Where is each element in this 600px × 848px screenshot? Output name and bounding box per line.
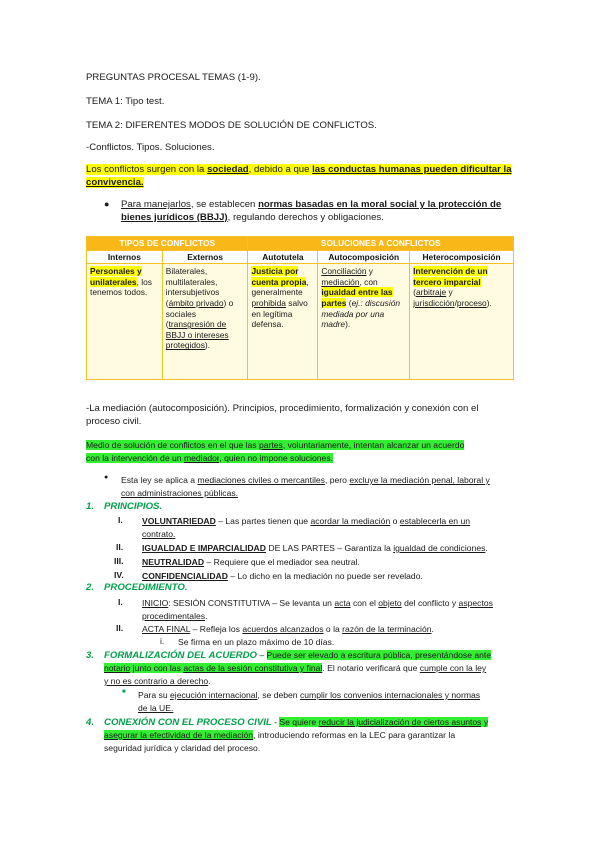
formalizacion-actas: actas de la sesión constitutiva y final: [183, 663, 323, 673]
hetero-b: arbitraje: [415, 287, 447, 298]
auto-b: y: [366, 266, 373, 277]
auto-c: mediación: [321, 276, 360, 287]
cell-externos: [162, 264, 248, 380]
conflicts-table: [86, 236, 514, 380]
procedimiento-title: PROCEDIMIENTO.: [104, 582, 188, 593]
ley-a: Esta ley se aplica a: [121, 475, 198, 485]
header-tipos: TIPOS DE CONFLICTOS: [87, 237, 248, 251]
roman-numeral: i.: [160, 636, 165, 646]
ley-d: excluye la mediación penal, laboral y: [349, 475, 490, 485]
ley-e: con administraciones públicas.: [121, 488, 239, 498]
hetero-g: ).: [486, 297, 492, 308]
ley-line-1: [121, 474, 490, 486]
hetero-d: jurisdicción: [413, 297, 455, 308]
roman-numeral: III.: [114, 556, 124, 566]
col-autotutela: Autotutela: [248, 250, 318, 264]
igualdad-t3: .: [485, 543, 488, 553]
ley-b: mediaciones civiles o mercantiles: [197, 475, 325, 485]
intro-sociedad: sociedad: [207, 164, 249, 175]
bullet-icon: ●: [104, 199, 110, 209]
externos-b: ámbito privado: [168, 297, 224, 308]
formalizacion-l3b: .: [208, 676, 211, 686]
externos-e: ).: [204, 340, 211, 351]
table-column-header-row: [87, 250, 514, 264]
auto-e: igualdad entre las partes: [321, 287, 393, 308]
voluntariedad-name: VOLUNTARIEDAD: [142, 516, 216, 526]
intro-conductas: las conductas humanas pueden dificultar la: [312, 164, 512, 175]
bullet-icon: ●: [104, 474, 109, 481]
col-internos: Internos: [87, 250, 163, 264]
voluntariedad-t2: acordar la mediación: [310, 516, 391, 526]
intro-line-2: [86, 177, 144, 189]
bullet-normas: normas basadas en la moral social y la protección de: [258, 199, 502, 210]
inicio-g: aspectos: [458, 598, 493, 608]
inicio-b: : SESIÓN CONSTITUTIVA – Se levanta un: [168, 598, 335, 608]
conexion-l1b: Se quiere: [279, 717, 319, 727]
acta-c: acuerdos alcanzados: [242, 624, 324, 634]
conexion-line-2: [104, 729, 455, 741]
intro-convivencia: convivencia.: [86, 177, 144, 188]
bullet-manejarlos: Para manejarlos: [121, 199, 191, 210]
formalizacion-sub-1: [138, 689, 480, 701]
roman-numeral: II.: [116, 623, 124, 633]
formalizacion-sub-c: , se deben: [257, 690, 300, 700]
mediacion-def-1: [86, 439, 464, 451]
formalizacion-sub-a: Para su: [138, 690, 171, 700]
procedimiento-acta-final: [142, 623, 434, 635]
autotutela-b: prohibida: [251, 297, 286, 308]
inicio-f: del conflicto y: [401, 598, 459, 608]
hetero-c: y: [446, 287, 453, 298]
principio-voluntariedad-2: [142, 528, 175, 540]
acta-f: .: [431, 624, 434, 634]
principios-num: 1.: [86, 501, 95, 512]
formalizacion-sub-2: [138, 702, 173, 714]
hetero-f: proceso: [456, 297, 487, 308]
formalizacion-dash: –: [256, 650, 267, 660]
procedimiento-plazo: Se firma en un plazo máximo de 10 días.: [178, 637, 335, 647]
confidencialidad-name: CONFIDENCIALIDAD: [142, 571, 228, 581]
formalizacion-l2d: . El notario verificará que: [322, 663, 420, 673]
def-partes: partes: [258, 440, 283, 450]
roman-numeral: I.: [118, 597, 123, 607]
tema-1: TEMA 1: Tipo test.: [86, 96, 165, 107]
internos-hl: Personales y unilaterales: [90, 266, 142, 287]
bullet-text-b: , se establecen: [190, 199, 259, 210]
conexion-l2a: asegurar la efectividad de la mediación: [104, 730, 254, 740]
procedimiento-inicio-2: [142, 610, 207, 622]
col-autocomposicion: Autocomposición: [318, 250, 410, 264]
procedimiento-num: 2.: [86, 582, 95, 593]
procedimiento-inicio: [142, 597, 493, 609]
conexion-dash: -: [271, 717, 280, 727]
voluntariedad-t1: – Las partes tienen que: [215, 516, 311, 526]
hetero-e: /: [454, 297, 457, 308]
def-c: , voluntariamente, intentan alcanzar un acuerdo: [282, 440, 465, 450]
principio-voluntariedad: [142, 515, 470, 527]
inicio-e: objeto: [378, 598, 402, 608]
externos-c: ) o sociales (: [165, 297, 234, 330]
auto-h: ).: [345, 319, 351, 330]
inicio-h: procedimentales: [142, 611, 206, 621]
inicio-d: con el: [350, 598, 379, 608]
formalizacion-sub-d: cumplir los convenios internacionales y normas: [299, 690, 481, 700]
ley-line-2: [121, 487, 238, 499]
conexion-l1d: y: [481, 717, 489, 727]
formalizacion-cumple: cumple con la ley: [419, 663, 487, 673]
mediacion-heading-1: -La mediación (autocomposición). Principios, procedimiento, formalización y conexión con el: [86, 403, 479, 414]
neutralidad-name: NEUTRALIDAD: [142, 557, 205, 567]
formalizacion-l2b: junto con las: [130, 663, 184, 673]
tema-2: TEMA 2: DIFERENTES MODOS DE SOLUCIÓN DE CONFLICTOS.: [86, 120, 377, 131]
formalizacion-sub-b: ejecución internacional: [170, 690, 258, 700]
conexion-l1c: reducir la judicialización de ciertos asuntos: [318, 717, 482, 727]
intro-text-b: , debido a que: [248, 164, 313, 175]
def-e: , quien no impone soluciones.: [219, 453, 334, 463]
principios-heading: [86, 501, 162, 513]
hetero-hl: Intervención de un tercero imparcial: [413, 266, 488, 287]
cell-autotutela: [248, 264, 318, 380]
auto-f: (: [346, 297, 352, 308]
inicio-a: INICIO: [142, 598, 169, 608]
igualdad-t2: igualdad de condiciones: [393, 543, 486, 553]
confidencialidad-t1: – Lo dicho en la mediación no puede ser revelado.: [227, 571, 423, 581]
mediacion-heading-2: proceso civil.: [86, 416, 142, 427]
cell-autocomposicion: [318, 264, 410, 380]
acta-e: razón de la terminación: [342, 624, 432, 634]
bullet-text-c: , regulando derechos y obligaciones.: [227, 212, 384, 223]
conexion-num: 4.: [86, 717, 95, 728]
formalizacion-sub-e: de la UE.: [138, 703, 174, 713]
igualdad-name: IGUALDAD E IMPARCIALIDAD: [142, 543, 266, 553]
formalizacion-line-1: [86, 649, 491, 662]
auto-g: ej.: discusión mediada por una madre: [321, 297, 401, 330]
bullet-line-2: [121, 212, 384, 224]
internos-rest: , los tenemos todos.: [90, 276, 152, 298]
table-group-header-row: [87, 237, 514, 251]
autotutela-a: , generalmente: [251, 276, 309, 298]
principio-igualdad: [142, 542, 488, 554]
auto-d: , con: [359, 276, 378, 287]
principio-neutralidad: [142, 556, 360, 568]
voluntariedad-t3: o: [390, 516, 400, 526]
conexion-title: CONEXIÓN CON EL PROCESO CIVIL: [104, 717, 272, 728]
auto-a: Conciliación: [321, 266, 367, 277]
inicio-i: .: [205, 611, 208, 621]
autotutela-c: salvo en legítima defensa.: [251, 297, 308, 330]
roman-numeral: IV.: [114, 570, 124, 580]
header-soluciones: SOLUCIONES A CONFLICTOS: [248, 237, 514, 251]
def-mediador: mediador: [183, 453, 220, 463]
autotutela-hl: Justicia por cuenta propia: [251, 266, 307, 287]
neutralidad-t1: – Requiere que el mediador sea neutral.: [204, 557, 360, 567]
col-heterocomposicion: Heterocomposición: [410, 250, 514, 264]
intro-text-a: Los conflictos surgen con la: [86, 164, 208, 175]
voluntariedad-t4: establecerla en un: [399, 516, 471, 526]
inicio-c: acta: [334, 598, 351, 608]
conexion-line-3: seguridad jurídica y claridad del proceso.: [104, 743, 261, 753]
acta-a: ACTA FINAL: [142, 624, 191, 634]
conexion-l2b: , introduciendo reformas en la LEC para garantizar la: [253, 730, 456, 740]
principio-confidencialidad: [142, 570, 423, 582]
formalizacion-num: 3.: [86, 650, 95, 661]
bullet-bbjj: bienes jurídicos (BBJJ): [121, 212, 228, 223]
cell-internos: [87, 264, 163, 380]
conexion-line-1: [86, 716, 488, 729]
hetero-a: (: [413, 287, 416, 298]
roman-numeral: II.: [116, 542, 124, 552]
roman-numeral: I.: [118, 515, 123, 525]
formalizacion-notario: notario: [104, 663, 131, 673]
acta-b: – Refleja los: [190, 624, 243, 634]
table-row: [87, 264, 514, 380]
externos-a: Bilaterales, multilaterales, intersubjetivos (: [165, 266, 220, 308]
ley-c: , pero: [324, 475, 350, 485]
formalizacion-line-3: [104, 675, 211, 687]
doc-title: PREGUNTAS PROCESAL TEMAS (1-9).: [86, 72, 261, 83]
formalizacion-l3a: y no es contrario a derecho: [104, 676, 209, 686]
externos-d: transgresión de BBJJ o intereses protegidos: [165, 319, 229, 351]
bullet-line-1: [121, 199, 501, 211]
acta-d: o la: [323, 624, 343, 634]
cell-heterocomposicion: [410, 264, 514, 380]
square-bullet-icon: ■: [122, 689, 126, 695]
mediacion-def-2: [86, 452, 333, 464]
formalizacion-l1b: Puede ser elevado a escritura pública, presentándose ante: [266, 650, 492, 660]
conflictos-subheading: -Conflictos. Tipos. Soluciones.: [86, 142, 215, 153]
igualdad-t1: DE LAS PARTES – Garantiza la: [265, 543, 394, 553]
principios-title: PRINCIPIOS.: [104, 501, 163, 512]
def-a: Medio de solución de conflictos en el que las: [86, 440, 259, 450]
voluntariedad-t5: contrato.: [142, 529, 176, 539]
formalizacion-line-2: [104, 662, 486, 674]
formalizacion-title: FORMALIZACIÓN DEL ACUERDO: [104, 650, 257, 661]
intro-line-1: [86, 164, 512, 176]
procedimiento-heading: [86, 582, 188, 594]
col-externos: Externos: [162, 250, 248, 264]
def-d: con la intervención de un: [86, 453, 184, 463]
